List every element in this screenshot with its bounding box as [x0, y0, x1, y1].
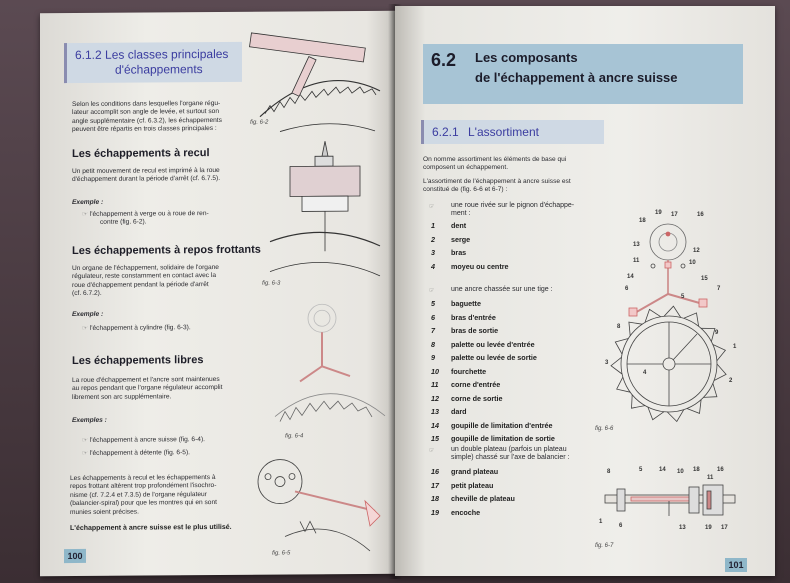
text-line: l'échappement à verge ou à roue de ren-: [89, 210, 209, 218]
text-line: repos frottant altèrent trop profondément l'isochro-: [70, 482, 217, 491]
item-label: petit plateau: [451, 480, 494, 490]
callout: 15: [701, 276, 708, 282]
item-number: 12: [431, 393, 439, 403]
fig-6-6-label: fig. 6-6: [595, 426, 614, 432]
text-line: peuvent être répartis en trois classes principales :: [72, 125, 217, 134]
callout: 19: [655, 210, 662, 216]
text-line: roue d'échappement pendant la période d'arrêt: [72, 280, 209, 289]
callout: 9: [715, 330, 719, 336]
text-line: angle supplémentaire (cf. 6.3.2), les échappements: [72, 116, 222, 125]
callout: 5: [639, 467, 643, 473]
item-label: palette ou levée de sortie: [451, 353, 537, 362]
text-line: Les échappements à recul et les échappements à: [70, 474, 216, 483]
callout: 16: [697, 212, 704, 218]
item-number: 16: [431, 467, 439, 476]
callout: 6: [619, 523, 623, 529]
intro-1: [423, 156, 566, 173]
callout: 10: [689, 260, 696, 266]
text-line: ment :: [451, 210, 471, 218]
callout: 17: [671, 212, 678, 218]
group2-intro: une ancre chassée sur une tige :: [451, 286, 553, 293]
text-line: une roue rivée sur le pignon d'échappe-: [451, 202, 575, 209]
bullet-icon: ☞: [429, 288, 435, 294]
text-line: L'assortiment de l'échappement à ancre suisse est: [423, 178, 571, 185]
text-line: l'échappement à cylindre (fig. 6-3).: [89, 324, 191, 332]
heading-recul: Les échappements à recul: [72, 147, 210, 161]
item-number: 6: [431, 312, 435, 322]
section-title-2: d'échappements: [115, 62, 203, 77]
bullet-icon: ☞: [429, 448, 435, 454]
text-line: au repos pendant que l'organe régulateur accomplit: [72, 384, 223, 393]
callout: 12: [693, 248, 700, 254]
intro-paragraph: [72, 100, 247, 135]
item-label: baguette: [451, 299, 481, 308]
item-label: cheville de plateau: [451, 494, 515, 503]
item-label: dent: [451, 221, 467, 230]
item-number: 1: [431, 221, 435, 230]
item-label: palette ou levée d'entrée: [451, 339, 535, 349]
page-number-left: 100: [64, 549, 86, 563]
callout: 7: [717, 286, 721, 292]
item-label: grand plateau: [451, 467, 499, 476]
text-line: nisme (cf. 7.2.4 et 7.3.5) de l'organe régulateur: [70, 490, 207, 499]
fig-6-5-label: fig. 6-5: [272, 550, 291, 557]
item-label: dard: [451, 407, 467, 416]
text-line: d'échappement durant la période d'arrêt (cf. 6.7.5).: [72, 175, 221, 184]
text-line: l'échappement à détente (fig. 6-5).: [89, 449, 190, 457]
text-line: composent un échappement.: [423, 164, 509, 172]
callout: 16: [717, 467, 724, 473]
callout: 19: [705, 525, 712, 531]
fig-6-2-drawing: [250, 32, 380, 132]
item-label: goupille de limitation d'entrée: [451, 420, 553, 430]
text-line: Un petit mouvement de recul est imprimé à la roue: [72, 166, 220, 176]
item-number: 13: [431, 407, 439, 416]
left-page: [40, 11, 395, 576]
text-line: lateur accomplit son angle de levée, et surtout son: [72, 108, 219, 117]
fig-6-4-drawing: [275, 304, 385, 422]
page-number-right: 101: [725, 558, 747, 572]
callout: 4: [643, 370, 647, 376]
item-label: bras: [451, 248, 467, 257]
subsection-heading-box: [421, 120, 604, 144]
item-number: 3: [431, 248, 435, 257]
text-line: librement son arc supplémentaire.: [72, 393, 172, 401]
group3-intro: [451, 446, 569, 463]
fig-6-5-drawing: [258, 459, 380, 552]
item-number: 10: [431, 366, 439, 376]
callout: 11: [633, 258, 640, 264]
text-line: simple) chassé sur l'axe de balancier :: [451, 454, 570, 462]
heading-libres: Les échappements libres: [72, 354, 204, 368]
item-number: 5: [431, 299, 435, 308]
item-label: bras d'entrée: [451, 312, 496, 322]
closing-bold: L'échappement à ancre suisse est le plus utilisé.: [70, 523, 232, 533]
heading-repos: Les échappements à repos frottants: [72, 243, 261, 258]
callout: 8: [617, 324, 621, 330]
subsection-title: L'assortiment: [468, 125, 539, 139]
callout: 18: [639, 218, 646, 224]
callout: 1: [599, 519, 603, 525]
example-label-2: Exemple :: [72, 310, 104, 319]
item-label: bras de sortie: [451, 326, 499, 335]
item-number: 15: [431, 434, 439, 443]
item-number: 17: [431, 480, 439, 490]
callout: 14: [627, 274, 634, 280]
chapter-number: 6.2: [431, 50, 457, 70]
callout: 13: [633, 242, 640, 248]
item-label: serge: [451, 234, 471, 244]
item-number: 9: [431, 353, 435, 362]
fig-6-3-drawing: [270, 141, 380, 277]
callout: 6: [625, 286, 629, 292]
libres-example-2: ☞ l'échappement à détente (fig. 6-5).: [82, 449, 190, 457]
text-line: l'échappement à ancre suisse (fig. 6-4).: [89, 436, 205, 444]
callout: 1: [733, 344, 737, 350]
text-line: constitué de (fig. 6-6 et 6-7) :: [423, 186, 508, 194]
text-line: La roue d'échappement et l'ancre sont maintenues: [72, 375, 220, 385]
item-label: fourchette: [451, 366, 487, 376]
fig-6-3-label: fig. 6-3: [262, 280, 281, 287]
item-number: 7: [431, 326, 435, 335]
item-label: corne d'entrée: [451, 380, 501, 389]
item-label: corne de sortie: [451, 393, 503, 403]
chapter-title: Les composants: [475, 50, 578, 65]
chapter-banner: [423, 44, 743, 104]
fig-6-6-callouts: [605, 210, 737, 384]
libres-paragraph: [72, 376, 222, 402]
text-line: Selon les conditions dans lesquelles l'organe régu-: [72, 99, 221, 109]
callout: 18: [693, 467, 700, 473]
libres-example-1: ☞ l'échappement à ancre suisse (fig. 6-4).: [82, 436, 205, 444]
item-number: 11: [431, 380, 439, 389]
callout: 3: [605, 360, 609, 366]
left-figures: [240, 21, 390, 562]
text-line: contre (fig. 6-2).: [100, 218, 147, 227]
text-line: régulateur, reste constamment en contact avec la: [72, 272, 217, 281]
callout: 2: [729, 378, 733, 384]
section-title: 6.1.2 Les classes principales: [75, 46, 229, 62]
chapter-title-2: de l'échappement à ancre suisse: [475, 70, 678, 85]
callout: 14: [659, 467, 666, 473]
section-heading-box: [64, 42, 242, 83]
item-label: moyeu ou centre: [451, 261, 509, 271]
text-line: On nomme assortiment les éléments de base qui: [423, 156, 567, 163]
recul-paragraph: [72, 167, 220, 185]
item-number: 18: [431, 494, 439, 503]
fig-6-2-label: fig. 6-2: [250, 119, 269, 126]
text-line: un double plateau (parfois un plateau: [451, 446, 567, 453]
callout: 13: [679, 525, 686, 531]
text-line: (cf. 6.7.2).: [72, 290, 102, 298]
item-number: 14: [431, 420, 439, 430]
subsection-number: 6.2.1: [432, 125, 459, 139]
bullet-icon: ☞: [429, 204, 435, 210]
callout: 17: [721, 525, 728, 531]
item-number: 2: [431, 234, 435, 244]
callout: 11: [707, 475, 714, 481]
closing-paragraph: [70, 474, 217, 517]
recul-example: ☞ l'échappement à verge ou à roue de ren- contre (fig. 6-2).: [82, 210, 209, 227]
text-line: (balancier-spiral) pour que les montres qui en sont: [70, 499, 217, 508]
right-page: [395, 6, 775, 576]
text-line: Un organe de l'échappement, solidaire de l'organe: [72, 263, 219, 273]
text-line: munies soient précises.: [70, 508, 139, 516]
repos-paragraph: [72, 264, 219, 299]
callout: 8: [607, 469, 611, 475]
item-number: 4: [431, 261, 435, 271]
repos-example: ☞ l'échappement à cylindre (fig. 6-3).: [82, 324, 191, 332]
callout: 5: [681, 294, 685, 300]
fig-6-7-label: fig. 6-7: [595, 543, 614, 549]
fig-6-4-label: fig. 6-4: [285, 433, 304, 440]
item-number: 19: [431, 507, 439, 517]
example-label: Exemple :: [72, 198, 104, 207]
item-number: 8: [431, 339, 435, 349]
examples-label: Exemples :: [72, 416, 107, 425]
intro-2: [423, 178, 571, 195]
item-label: goupille de limitation de sortie: [451, 434, 555, 443]
group1-intro: [451, 202, 574, 219]
fig-6-6-drawing: [593, 204, 753, 434]
callout: 10: [677, 469, 684, 475]
fig-6-7-drawing: [593, 461, 753, 551]
item-label: encoche: [451, 507, 481, 517]
